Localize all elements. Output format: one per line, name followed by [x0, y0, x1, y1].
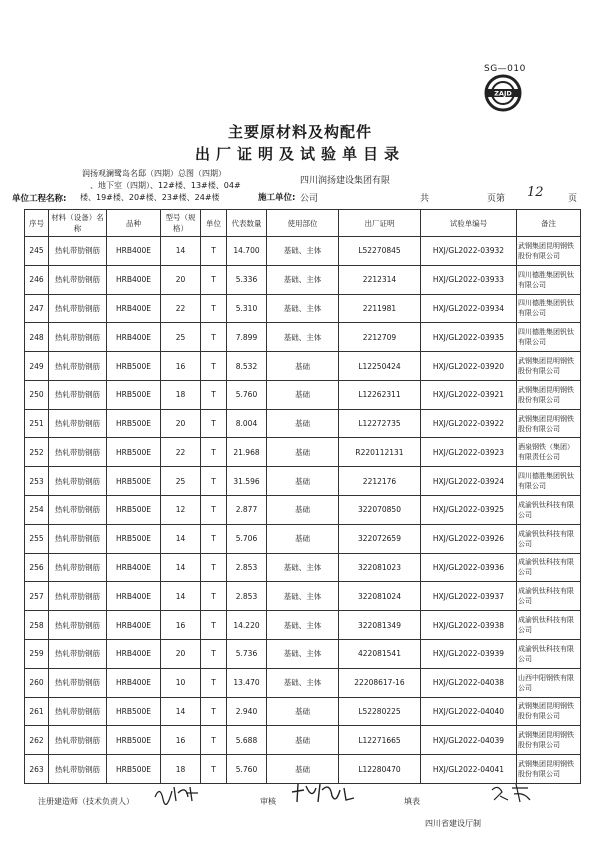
unit: T [201, 409, 227, 438]
unit: T [201, 755, 227, 784]
table-row [25, 467, 581, 496]
col-header: 试验单编号 [421, 210, 517, 237]
test-report-no: HXJ/GL2022-03925 [421, 496, 517, 525]
row-number: 256 [25, 553, 49, 582]
certificate-no: 322081023 [339, 553, 421, 582]
test-report-no: HXJ/GL2022-03933 [421, 265, 517, 294]
note: 武钢集团昆明钢铁股份有限公司 [517, 697, 581, 726]
row-number: 255 [25, 524, 49, 553]
usage-part: 基础、主体 [267, 582, 339, 611]
materials-table [24, 209, 581, 784]
certificate-no: 2212314 [339, 265, 421, 294]
grade: HRB400E [107, 265, 161, 294]
note: 酒泉钢铁（集团）有限责任公司 [517, 438, 581, 467]
table-row [25, 726, 581, 755]
quantity: 14.700 [227, 237, 267, 266]
material-name: 热轧带肋钢筋 [49, 294, 107, 323]
grade: HRB500E [107, 352, 161, 381]
quantity: 2.940 [227, 697, 267, 726]
col-header: 型号（规格） [161, 210, 201, 237]
reviewer-label: 审核 [260, 797, 276, 806]
material-name: 热轧带肋钢筋 [49, 265, 107, 294]
certificate-no: 322072659 [339, 524, 421, 553]
quantity: 5.760 [227, 380, 267, 409]
row-number: 254 [25, 496, 49, 525]
unit: T [201, 265, 227, 294]
usage-part: 基础、主体 [267, 294, 339, 323]
project-name-line-2: 、地下室（四期）、12#楼、13#楼、04# [90, 181, 241, 190]
test-report-no: HXJ/GL2022-03924 [421, 467, 517, 496]
reviewer-signature [288, 780, 360, 806]
material-name: 热轧带肋钢筋 [49, 726, 107, 755]
certificate-no: 422081541 [339, 639, 421, 668]
quantity: 5.310 [227, 294, 267, 323]
row-number: 249 [25, 352, 49, 381]
table-row [25, 668, 581, 697]
quantity: 8.004 [227, 409, 267, 438]
spec: 14 [161, 237, 201, 266]
contractor-line-1: 四川润扬建设集团有限 [300, 176, 391, 186]
usage-part: 基础 [267, 524, 339, 553]
material-name: 热轧带肋钢筋 [49, 380, 107, 409]
quantity: 5.736 [227, 639, 267, 668]
contractor-line-2: 公司 [300, 194, 319, 204]
spec: 16 [161, 611, 201, 640]
note: 四川德胜集团钒钛有限公司 [517, 265, 581, 294]
material-name: 热轧带肋钢筋 [49, 467, 107, 496]
project-name-line-3: 楼、19#楼、20#楼、23#楼、24#楼 [80, 193, 220, 202]
filler-signature [488, 782, 534, 804]
test-report-no: HXJ/GL2022-03926 [421, 524, 517, 553]
note: 武钢集团昆明钢铁股份有限公司 [517, 237, 581, 266]
architect-signature [152, 783, 202, 805]
row-number: 247 [25, 294, 49, 323]
row-number: 251 [25, 409, 49, 438]
unit: T [201, 237, 227, 266]
test-report-no: HXJ/GL2022-03920 [421, 352, 517, 381]
certificate-no: L12262311 [339, 380, 421, 409]
material-name: 热轧带肋钢筋 [49, 496, 107, 525]
usage-part: 基础、主体 [267, 265, 339, 294]
unit: T [201, 697, 227, 726]
row-number: 246 [25, 265, 49, 294]
grade: HRB500E [107, 438, 161, 467]
table-row [25, 380, 581, 409]
page-subtitle: 出厂证明及试验单目录 [194, 145, 405, 163]
logo-text: ZAJD [494, 89, 512, 98]
material-name: 热轧带肋钢筋 [49, 352, 107, 381]
test-report-no: HXJ/GL2022-03932 [421, 237, 517, 266]
contractor-label: 施工单位: [258, 193, 296, 203]
table-row [25, 352, 581, 381]
row-number: 245 [25, 237, 49, 266]
spec: 22 [161, 438, 201, 467]
row-number: 260 [25, 668, 49, 697]
col-header: 使用部位 [267, 210, 339, 237]
grade: HRB500E [107, 524, 161, 553]
note: 成渝钒钛科技有限公司 [517, 553, 581, 582]
unit: T [201, 726, 227, 755]
material-name: 热轧带肋钢筋 [49, 237, 107, 266]
col-header: 序号 [25, 210, 49, 237]
grade: HRB500E [107, 496, 161, 525]
usage-part: 基础 [267, 352, 339, 381]
zajd-logo [484, 74, 522, 112]
spec: 16 [161, 352, 201, 381]
usage-part: 基础 [267, 496, 339, 525]
quantity: 2.853 [227, 553, 267, 582]
quantity: 2.877 [227, 496, 267, 525]
col-header: 材料（设备）名称 [49, 210, 107, 237]
unit: T [201, 611, 227, 640]
spec: 20 [161, 265, 201, 294]
grade: HRB400E [107, 294, 161, 323]
certificate-no: L52280225 [339, 697, 421, 726]
row-number: 259 [25, 639, 49, 668]
usage-part: 基础 [267, 467, 339, 496]
certificate-no: L12271665 [339, 726, 421, 755]
table-row [25, 611, 581, 640]
unit: T [201, 323, 227, 352]
project-name-line-1: 润扬观澜鹭岛名邸（四期）总图（四期） [82, 169, 226, 178]
spec: 14 [161, 524, 201, 553]
unit: T [201, 294, 227, 323]
spec: 14 [161, 553, 201, 582]
project-label: 单位工程名称: [12, 194, 67, 204]
spec: 16 [161, 726, 201, 755]
material-name: 热轧带肋钢筋 [49, 611, 107, 640]
note: 武钢集团昆明钢铁股份有限公司 [517, 352, 581, 381]
certificate-no: 2211981 [339, 294, 421, 323]
row-number: 248 [25, 323, 49, 352]
quantity: 5.760 [227, 755, 267, 784]
quantity: 7.899 [227, 323, 267, 352]
material-name: 热轧带肋钢筋 [49, 639, 107, 668]
certificate-no: 2212176 [339, 467, 421, 496]
note: 成渝钒钛科技有限公司 [517, 582, 581, 611]
grade: HRB400E [107, 611, 161, 640]
grade: HRB500E [107, 697, 161, 726]
row-number: 261 [25, 697, 49, 726]
spec: 14 [161, 582, 201, 611]
usage-part: 基础、主体 [267, 611, 339, 640]
spec: 25 [161, 323, 201, 352]
usage-part: 基础、主体 [267, 323, 339, 352]
test-report-no: HXJ/GL2022-03934 [421, 294, 517, 323]
page-label: 页第 [487, 194, 506, 204]
quantity: 14.220 [227, 611, 267, 640]
test-report-no: HXJ/GL2022-03937 [421, 582, 517, 611]
material-name: 热轧带肋钢筋 [49, 697, 107, 726]
usage-part: 基础 [267, 380, 339, 409]
certificate-no: L12272735 [339, 409, 421, 438]
grade: HRB500E [107, 467, 161, 496]
test-report-no: HXJ/GL2022-04041 [421, 755, 517, 784]
unit: T [201, 524, 227, 553]
col-header: 代表数量 [227, 210, 267, 237]
grade: HRB400E [107, 237, 161, 266]
certificate-no: L52270845 [339, 237, 421, 266]
table-row [25, 639, 581, 668]
grade: HRB400E [107, 639, 161, 668]
certificate-no: 322081024 [339, 582, 421, 611]
note: 成渝钒钛科技有限公司 [517, 611, 581, 640]
material-name: 热轧带肋钢筋 [49, 582, 107, 611]
row-number: 257 [25, 582, 49, 611]
quantity: 2.853 [227, 582, 267, 611]
note: 成渝钒钛科技有限公司 [517, 496, 581, 525]
grade: HRB400E [107, 668, 161, 697]
note: 武钢集团昆明钢铁股份有限公司 [517, 409, 581, 438]
table-row [25, 409, 581, 438]
unit: T [201, 380, 227, 409]
unit: T [201, 438, 227, 467]
spec: 18 [161, 755, 201, 784]
note: 武钢集团昆明钢铁股份有限公司 [517, 726, 581, 755]
usage-part: 基础、主体 [267, 639, 339, 668]
spec: 18 [161, 380, 201, 409]
table-row [25, 237, 581, 266]
issuer-text: 四川省建设厅制 [425, 819, 481, 828]
material-name: 热轧带肋钢筋 [49, 409, 107, 438]
table-header-row [25, 210, 581, 237]
spec: 20 [161, 409, 201, 438]
col-header: 出厂证明 [339, 210, 421, 237]
material-name: 热轧带肋钢筋 [49, 755, 107, 784]
material-name: 热轧带肋钢筋 [49, 438, 107, 467]
certificate-no: L12280470 [339, 755, 421, 784]
quantity: 5.336 [227, 265, 267, 294]
row-number: 250 [25, 380, 49, 409]
table-row [25, 438, 581, 467]
grade: HRB500E [107, 726, 161, 755]
certificate-no: R220112131 [339, 438, 421, 467]
spec: 20 [161, 639, 201, 668]
table-row [25, 697, 581, 726]
spec: 12 [161, 496, 201, 525]
test-report-no: HXJ/GL2022-03936 [421, 553, 517, 582]
grade: HRB500E [107, 380, 161, 409]
col-header: 单位 [201, 210, 227, 237]
architect-label: 注册建造师（技术负责人） [38, 797, 134, 806]
usage-part: 基础 [267, 755, 339, 784]
test-report-no: HXJ/GL2022-03939 [421, 639, 517, 668]
table-row [25, 524, 581, 553]
usage-part: 基础 [267, 697, 339, 726]
table-row [25, 323, 581, 352]
certificate-no: 22208617-16 [339, 668, 421, 697]
grade: HRB500E [107, 755, 161, 784]
material-name: 热轧带肋钢筋 [49, 668, 107, 697]
unit: T [201, 496, 227, 525]
unit: T [201, 668, 227, 697]
usage-part: 基础 [267, 409, 339, 438]
usage-part: 基础 [267, 726, 339, 755]
test-report-no: HXJ/GL2022-04039 [421, 726, 517, 755]
spec: 25 [161, 467, 201, 496]
row-number: 253 [25, 467, 49, 496]
quantity: 5.706 [227, 524, 267, 553]
unit: T [201, 639, 227, 668]
table-row [25, 553, 581, 582]
form-code: SG—010 [484, 64, 526, 74]
page-number: 12 [527, 185, 544, 200]
test-report-no: HXJ/GL2022-04038 [421, 668, 517, 697]
spec: 14 [161, 697, 201, 726]
test-report-no: HXJ/GL2022-03923 [421, 438, 517, 467]
quantity: 31.596 [227, 467, 267, 496]
test-report-no: HXJ/GL2022-03921 [421, 380, 517, 409]
grade: HRB400E [107, 323, 161, 352]
note: 成渝钒钛科技有限公司 [517, 639, 581, 668]
table-row [25, 294, 581, 323]
usage-part: 基础、主体 [267, 668, 339, 697]
note: 武钢集团昆明钢铁股份有限公司 [517, 380, 581, 409]
certificate-no: 2212709 [339, 323, 421, 352]
material-name: 热轧带肋钢筋 [49, 553, 107, 582]
quantity: 21.968 [227, 438, 267, 467]
grade: HRB400E [107, 553, 161, 582]
note: 山西中阳钢铁有限公司 [517, 668, 581, 697]
unit: T [201, 467, 227, 496]
page-suffix: 页 [568, 194, 578, 204]
note: 武钢集团昆明钢铁股份有限公司 [517, 755, 581, 784]
quantity: 8.532 [227, 352, 267, 381]
note: 成渝钒钛科技有限公司 [517, 524, 581, 553]
certificate-no: 322081349 [339, 611, 421, 640]
certificate-no: 322070850 [339, 496, 421, 525]
certificate-no: L12250424 [339, 352, 421, 381]
row-number: 258 [25, 611, 49, 640]
test-report-no: HXJ/GL2022-03938 [421, 611, 517, 640]
usage-part: 基础 [267, 438, 339, 467]
row-number: 252 [25, 438, 49, 467]
total-label: 共 [420, 194, 430, 204]
unit: T [201, 582, 227, 611]
test-report-no: HXJ/GL2022-04040 [421, 697, 517, 726]
usage-part: 基础、主体 [267, 553, 339, 582]
test-report-no: HXJ/GL2022-03935 [421, 323, 517, 352]
table-row [25, 265, 581, 294]
unit: T [201, 352, 227, 381]
table-row [25, 496, 581, 525]
quantity: 5.688 [227, 726, 267, 755]
test-report-no: HXJ/GL2022-03922 [421, 409, 517, 438]
row-number: 262 [25, 726, 49, 755]
material-name: 热轧带肋钢筋 [49, 524, 107, 553]
note: 四川德胜集团钒钛有限公司 [517, 294, 581, 323]
row-number: 263 [25, 755, 49, 784]
grade: HRB400E [107, 582, 161, 611]
col-header: 品种 [107, 210, 161, 237]
note: 四川德胜集团钒钛有限公司 [517, 467, 581, 496]
page-title: 主要原材料及构配件 [227, 123, 372, 141]
quantity: 13.470 [227, 668, 267, 697]
table-row [25, 582, 581, 611]
usage-part: 基础、主体 [267, 237, 339, 266]
unit: T [201, 553, 227, 582]
filler-label: 填表 [404, 797, 420, 806]
col-header: 备注 [517, 210, 581, 237]
material-name: 热轧带肋钢筋 [49, 323, 107, 352]
spec: 22 [161, 294, 201, 323]
spec: 10 [161, 668, 201, 697]
note: 四川德胜集团钒钛有限公司 [517, 323, 581, 352]
grade: HRB500E [107, 409, 161, 438]
